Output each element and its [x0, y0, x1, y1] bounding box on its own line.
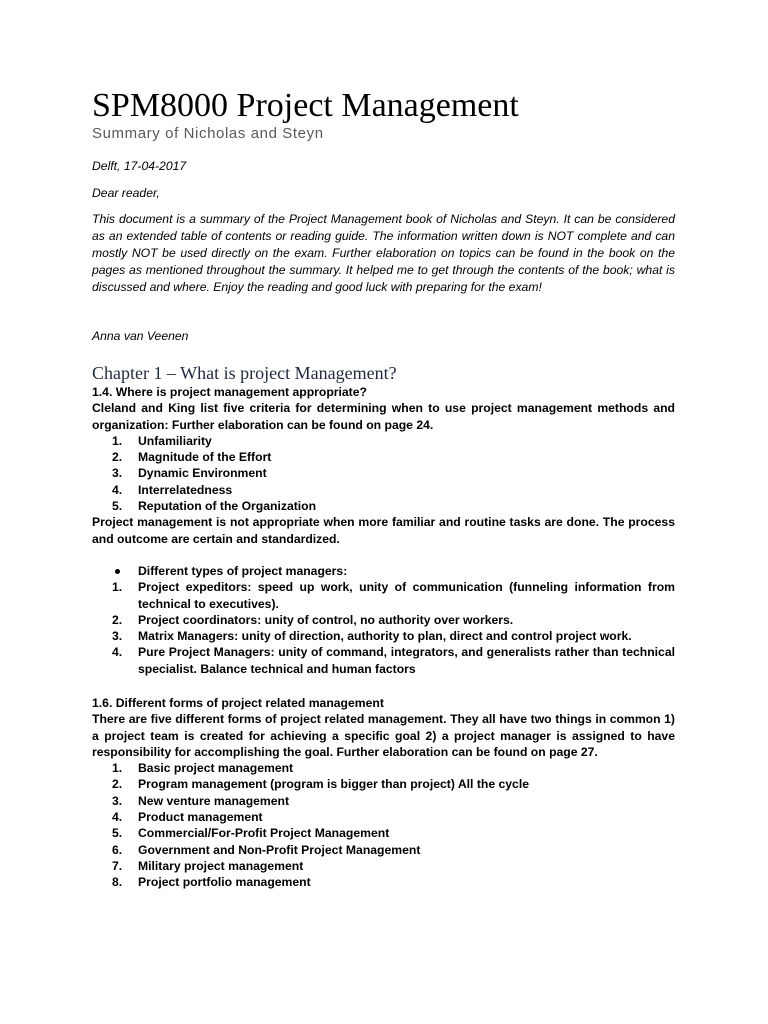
- list-item-text: Commercial/For-Profit Project Management: [138, 826, 390, 841]
- list-number: 1.: [112, 433, 123, 448]
- list-item-text: Project portfolio management: [138, 875, 311, 890]
- list-item: [92, 874, 675, 890]
- list-item-text: New venture management: [138, 793, 290, 808]
- document-title: SPM8000 Project Management: [92, 87, 519, 124]
- list-item-text: Project coordinators: unity of control, no authority over workers.: [138, 612, 514, 627]
- section-1-4-heading: 1.4. Where is project management appropriate?: [92, 385, 367, 399]
- list-item: [92, 612, 675, 628]
- author-name: Anna van Veenen: [92, 329, 189, 343]
- list-item: [92, 825, 675, 841]
- list-item-text: Matrix Managers: unity of direction, authority to plan, direct and control project work.: [138, 629, 632, 644]
- list-item: [92, 579, 675, 612]
- spacer: [92, 547, 675, 563]
- list-item-text: Military project management: [138, 858, 304, 873]
- list-item-text: Unfamiliarity: [138, 433, 212, 448]
- bullet-item: [92, 563, 675, 579]
- list-number: 2.: [112, 777, 123, 792]
- list-item-text: Reputation of the Organization: [138, 499, 317, 514]
- list-number: 3.: [112, 466, 123, 481]
- list-number: 3.: [112, 629, 123, 644]
- list-item: [92, 760, 675, 776]
- section-1-4: [92, 384, 675, 677]
- list-item: [92, 482, 675, 498]
- list-item: [92, 776, 675, 792]
- list-number: 5.: [112, 826, 123, 841]
- bullet-list: [92, 563, 675, 579]
- list-item: [92, 433, 675, 449]
- list-item: [92, 449, 675, 465]
- bullet-dot-icon: [115, 569, 120, 574]
- list-number: 1.: [112, 580, 123, 595]
- intro-paragraph: This document is a summary of the Project Management book of Nicholas and Steyn. It can be considered as an extended table of contents or reading guide. The information written down is NOT complete and can mostly NOT be used directly on the exam. Further elaboration on topics can be found in the book on the pages as mentioned throughout the summary. It helped me to get through the contents of the book; what is discussed and where. Enjoy the reading and good luck with preparing for the exam!: [92, 212, 675, 294]
- list-item-text: Magnitude of the Effort: [138, 450, 272, 465]
- list-item-text: Interrelatedness: [138, 482, 233, 497]
- section-1-6-heading: 1.6. Different forms of project related management: [92, 696, 384, 710]
- criteria-list: [92, 433, 675, 514]
- section-1-4-intro: Cleland and King list five criteria for determining when to use project management methods and organization: Further elaboration can be found on page 24.: [92, 401, 675, 432]
- section-1-6-intro: There are five different forms of project related management. They all have two things in common 1) a project team is created for achieving a specific goal 2) a project manager is assigned to have responsibility for accomplishing the goal. Further elaboration can be found on page 27.: [92, 712, 675, 759]
- list-number: 2.: [112, 450, 123, 465]
- list-item-text: Government and Non-Profit Project Management: [138, 842, 421, 857]
- chapter-1-heading: Chapter 1 – What is project Management?: [92, 363, 397, 383]
- list-item: [92, 644, 675, 677]
- list-item-text: Pure Project Managers: unity of command, integrators, and generalists rather than technical specialist. Balance technical and human factors: [138, 645, 675, 676]
- list-item-text: Basic project management: [138, 761, 294, 776]
- list-item-text: Dynamic Environment: [138, 466, 267, 481]
- list-number: 4.: [112, 810, 123, 825]
- forms-list: [92, 760, 675, 890]
- list-item-text: Product management: [138, 810, 263, 825]
- list-item: [92, 498, 675, 514]
- list-number: 5.: [112, 499, 123, 514]
- list-number: 1.: [112, 761, 123, 776]
- list-number: 8.: [112, 875, 123, 890]
- list-number: 3.: [112, 793, 123, 808]
- list-item: [92, 858, 675, 874]
- list-number: 4.: [112, 645, 123, 660]
- list-number: 4.: [112, 482, 123, 497]
- list-item: [92, 465, 675, 481]
- list-item: [92, 628, 675, 644]
- list-number: 6.: [112, 842, 123, 857]
- list-item-text: Project expeditors: speed up work, unity of communication (funneling information from technical to executives).: [138, 580, 675, 611]
- list-item: [92, 809, 675, 825]
- list-number: 7.: [112, 858, 123, 873]
- document-subtitle: Summary of Nicholas and Steyn: [92, 125, 324, 142]
- bullet-text: Different types of project managers:: [138, 563, 348, 578]
- date-line: Delft, 17-04-2017: [92, 159, 187, 173]
- salutation: Dear reader,: [92, 186, 160, 200]
- list-item: [92, 842, 675, 858]
- section-1-6: [92, 695, 675, 891]
- list-number: 2.: [112, 612, 123, 627]
- managers-list: [92, 579, 675, 677]
- list-item: [92, 793, 675, 809]
- list-item-text: Program management (program is bigger than project) All the cycle: [138, 777, 529, 792]
- section-1-4-note: Project management is not appropriate when more familiar and routine tasks are done. The process and outcome are certain and standardized.: [92, 515, 675, 546]
